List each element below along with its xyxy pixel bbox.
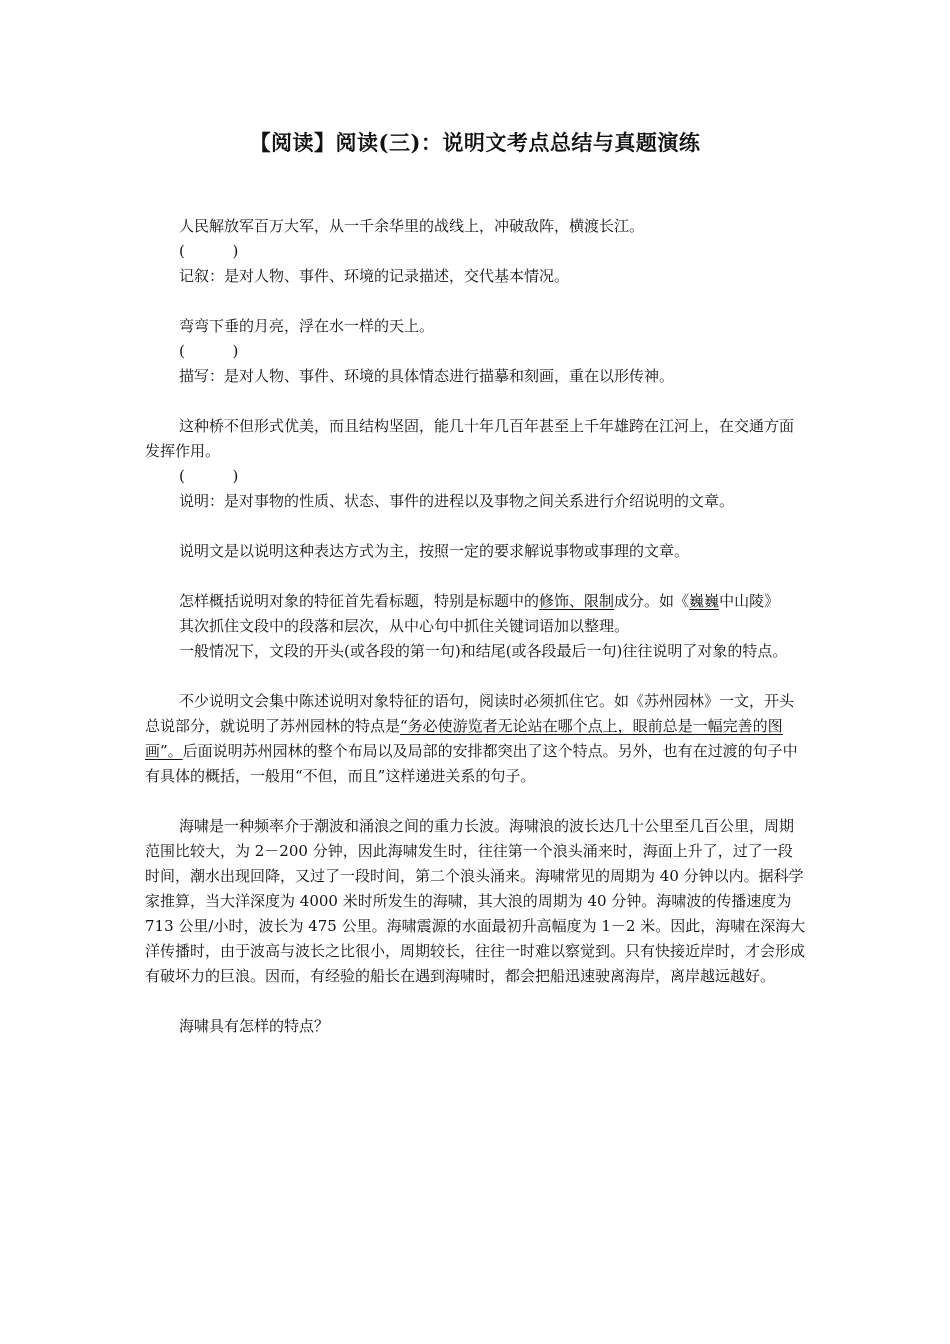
page-title: 【阅读】阅读(三)：说明文考点总结与真题演练: [249, 130, 701, 155]
definition-text: 说明：是对事物的性质、状态、事件的进程以及事物之间关系进行介绍说明的文章。: [179, 492, 735, 510]
underlined-text: “务必使游览者无论站在哪个点上，眼前总是一幅完善的图画”。: [145, 717, 783, 760]
answer-blank: ( ): [179, 242, 239, 260]
example-sentence: 弯弯下垂的月亮，浮在水一样的天上。: [179, 317, 435, 335]
paragraph: 一般情况下，文段的开头(或各段的第一句)和结尾(或各段最后一句)往往说明了对象的特点。: [179, 642, 788, 660]
answer-blank: ( ): [179, 342, 239, 360]
section-question: [145, 1014, 807, 1039]
example-sentence: 人民解放军百万大军，从一千余华里的战线上，冲破敌阵，横渡长江。: [179, 217, 645, 235]
text-run: 后面说明苏州园林的整个布局以及局部的安排都突出了这个特点。另外，也有在过渡的句子中有具体的概括，一般用“不但，而且”这样递进关系的句子。: [145, 742, 798, 785]
section-key-sentences: [145, 689, 807, 789]
question-text: 海啸具有怎样的特点？: [179, 1017, 330, 1035]
paragraph: [145, 689, 807, 789]
underlined-text: 修饰、限制: [539, 592, 615, 610]
answer-blank: ( ): [179, 467, 239, 485]
section-definition: [145, 539, 807, 564]
text-run: 不少说明文会集中陈述说明对象特征的语句，阅读时必须抓住它。如《苏州园林》一文，开头总说部分，就说明了苏州园林的特点是: [145, 692, 795, 735]
paragraph: [145, 589, 807, 614]
section-description: [145, 314, 807, 389]
paragraph: 其次抓住文段中的段落和层次，从中心句中抓住关键词语加以整理。: [179, 617, 630, 635]
definition-text: 描写：是对人物、事件、环境的具体情态进行描摹和刻画，重在以形传神。: [179, 367, 675, 385]
section-tsunami-passage: [145, 814, 807, 989]
passage-text: 海啸是一种频率介于潮波和涌浪之间的重力长波。海啸浪的波长达几十公里至几百公里，周期范围比较大，为 2－200 分钟，因此海啸发生时，往往第一个浪头涌来时，海面上升了，过了一段时间，潮水出现回降，又过了一段时间，第二个浪头涌来。海啸常见的周期为 40 分钟以内。据科学家推算，当大洋深度为 4000 米时所发生的海啸，其大浪的周期为 40 分钟。海啸波的传播速度为 713 公里/小时，波长为 475 公里。海啸震源的水面最初升高幅度为 1－2 米。因此，海啸在深海大洋传播时，由于波高与波长之比很小，周期较长，往往一时难以察觉到。只有快接近岸时，才会形成有破坏力的巨浪。因而，有经验的船长在遇到海啸时，都会把船迅速驶离海岸，离岸越远越好。: [145, 817, 806, 985]
text-run: 成分。如《: [614, 592, 690, 610]
section-narration: [145, 214, 807, 289]
document-body: [145, 214, 807, 1039]
text-run: 中山陵》: [719, 592, 780, 610]
text-run: 怎样概括说明对象的特征首先看标题，特别是标题中的: [179, 592, 540, 610]
section-exposition: [145, 414, 807, 514]
underlined-text: 巍巍: [689, 592, 720, 610]
example-sentence: 这种桥不但形式优美，而且结构坚固，能几十年几百年甚至上千年雄跨在江河上，在交通方面发挥作用。: [145, 417, 795, 460]
paragraph: 说明文是以说明这种表达方式为主，按照一定的要求解说事物或事理的文章。: [179, 542, 690, 560]
section-features: [145, 589, 807, 664]
definition-text: 记叙：是对人物、事件、环境的记录描述，交代基本情况。: [179, 267, 570, 285]
